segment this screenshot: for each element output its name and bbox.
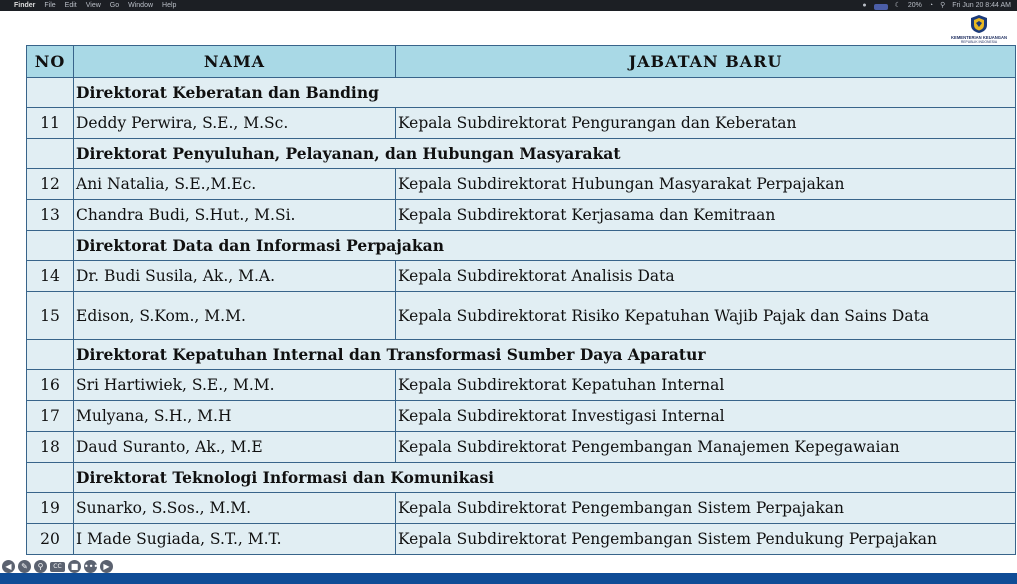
wifi-icon[interactable]: ◔ <box>928 2 934 9</box>
col-header-no: NO <box>27 46 74 78</box>
pen-icon[interactable]: ✎ <box>18 560 31 573</box>
forward-arrow-icon[interactable]: ▶ <box>100 560 113 573</box>
col-header-nama: NAMA <box>74 46 396 78</box>
row-nama: Dr. Budi Susila, Ak., M.A. <box>74 261 396 292</box>
row-nama: I Made Sugiada, S.T., M.T. <box>74 524 396 555</box>
group-row <box>27 231 1016 261</box>
row-no: 18 <box>27 432 74 463</box>
menu-view[interactable]: View <box>85 2 101 9</box>
row-no: 13 <box>27 200 74 231</box>
search-icon[interactable]: ⚲ <box>940 2 946 9</box>
row-jabatan: Kepala Subdirektorat Pengembangan Sistem Perpajakan <box>396 493 1016 524</box>
battery-status[interactable]: 20% <box>907 2 922 9</box>
row-no: 19 <box>27 493 74 524</box>
slideshow-controls <box>2 559 113 574</box>
table-row <box>27 261 1016 292</box>
camera-icon[interactable]: ■ <box>68 560 81 573</box>
clock[interactable]: Fri Jun 20 8:44 AM <box>952 2 1011 9</box>
presentation-slide <box>0 11 1017 573</box>
menu-bar <box>0 0 1017 11</box>
menu-go[interactable]: Go <box>109 2 120 9</box>
menu-help[interactable]: Help <box>162 2 177 9</box>
row-no: 20 <box>27 524 74 555</box>
subtitles-button[interactable]: CC <box>50 562 65 572</box>
logo-line2: REPUBLIK INDONESIA <box>960 40 998 44</box>
row-nama: Deddy Perwira, S.E., M.Sc. <box>74 108 396 139</box>
more-options-icon[interactable]: ••• <box>84 562 99 571</box>
row-jabatan: Kepala Subdirektorat Pengurangan dan Keberatan <box>396 108 1016 139</box>
row-no: 15 <box>27 292 74 340</box>
group-row <box>27 340 1016 370</box>
row-jabatan: Kepala Subdirektorat Kepatuhan Internal <box>396 370 1016 401</box>
screen-record-icon[interactable]: ● <box>862 2 867 9</box>
row-nama: Chandra Budi, S.Hut., M.Si. <box>74 200 396 231</box>
row-no: 14 <box>27 261 74 292</box>
row-jabatan: Kepala Subdirektorat Kerjasama dan Kemitraan <box>396 200 1016 231</box>
table-row <box>27 292 1016 340</box>
row-nama: Sri Hartiwiek, S.E., M.M. <box>74 370 396 401</box>
group-row <box>27 78 1016 108</box>
zoom-status-icon[interactable] <box>874 4 888 10</box>
group-title: Direktorat Keberatan dan Banding <box>74 78 1016 108</box>
row-jabatan: Kepala Subdirektorat Investigasi Internal <box>396 401 1016 432</box>
menu-window[interactable]: Window <box>128 2 154 9</box>
group-title: Direktorat Penyuluhan, Pelayanan, dan Hubungan Masyarakat <box>74 139 1016 169</box>
group-no-cell <box>27 231 74 261</box>
row-jabatan: Kepala Subdirektorat Hubungan Masyarakat Perpajakan <box>396 169 1016 200</box>
dock-bar <box>0 573 1017 584</box>
table-header-row <box>27 46 1016 78</box>
logo-line1: KEMENTERIAN KEUANGAN <box>951 35 1008 40</box>
row-nama: Edison, S.Kom., M.M. <box>74 292 396 340</box>
row-jabatan: Kepala Subdirektorat Risiko Kepatuhan Wajib Pajak dan Sains Data <box>396 292 1016 340</box>
zoom-icon[interactable]: ⚲ <box>34 560 47 573</box>
table-row <box>27 432 1016 463</box>
table-row <box>27 108 1016 139</box>
row-nama: Ani Natalia, S.E.,M.Ec. <box>74 169 396 200</box>
table-row <box>27 169 1016 200</box>
table-row <box>27 200 1016 231</box>
group-row <box>27 463 1016 493</box>
row-nama: Daud Suranto, Ak., M.E <box>74 432 396 463</box>
menu-file[interactable]: File <box>44 2 56 9</box>
row-nama: Sunarko, S.Sos., M.M. <box>74 493 396 524</box>
group-no-cell <box>27 78 74 108</box>
table-row <box>27 493 1016 524</box>
row-nama: Mulyana, S.H., M.H <box>74 401 396 432</box>
row-no: 12 <box>27 169 74 200</box>
table-row <box>27 370 1016 401</box>
group-title: Direktorat Data dan Informasi Perpajakan <box>74 231 1016 261</box>
table-row <box>27 524 1016 555</box>
officials-table <box>26 45 1016 555</box>
garuda-emblem-icon <box>968 14 990 34</box>
back-arrow-icon[interactable]: ◀ <box>2 560 15 573</box>
group-row <box>27 139 1016 169</box>
col-header-jabatan: JABATAN BARU <box>396 46 1016 78</box>
group-no-cell <box>27 340 74 370</box>
row-no: 11 <box>27 108 74 139</box>
menu-edit[interactable]: Edit <box>64 2 77 9</box>
group-title: Direktorat Kepatuhan Internal dan Transformasi Sumber Daya Aparatur <box>74 340 1016 370</box>
group-no-cell <box>27 463 74 493</box>
row-jabatan: Kepala Subdirektorat Pengembangan Manajemen Kepegawaian <box>396 432 1016 463</box>
group-no-cell <box>27 139 74 169</box>
kemenkeu-logo <box>951 14 1007 46</box>
group-title: Direktorat Teknologi Informasi dan Komunikasi <box>74 463 1016 493</box>
menu-app-name[interactable]: Finder <box>14 2 36 9</box>
table-row <box>27 401 1016 432</box>
moon-icon[interactable]: ☾ <box>894 2 901 9</box>
row-no: 16 <box>27 370 74 401</box>
row-jabatan: Kepala Subdirektorat Pengembangan Sistem Pendukung Perpajakan <box>396 524 1016 555</box>
row-no: 17 <box>27 401 74 432</box>
row-jabatan: Kepala Subdirektorat Analisis Data <box>396 261 1016 292</box>
